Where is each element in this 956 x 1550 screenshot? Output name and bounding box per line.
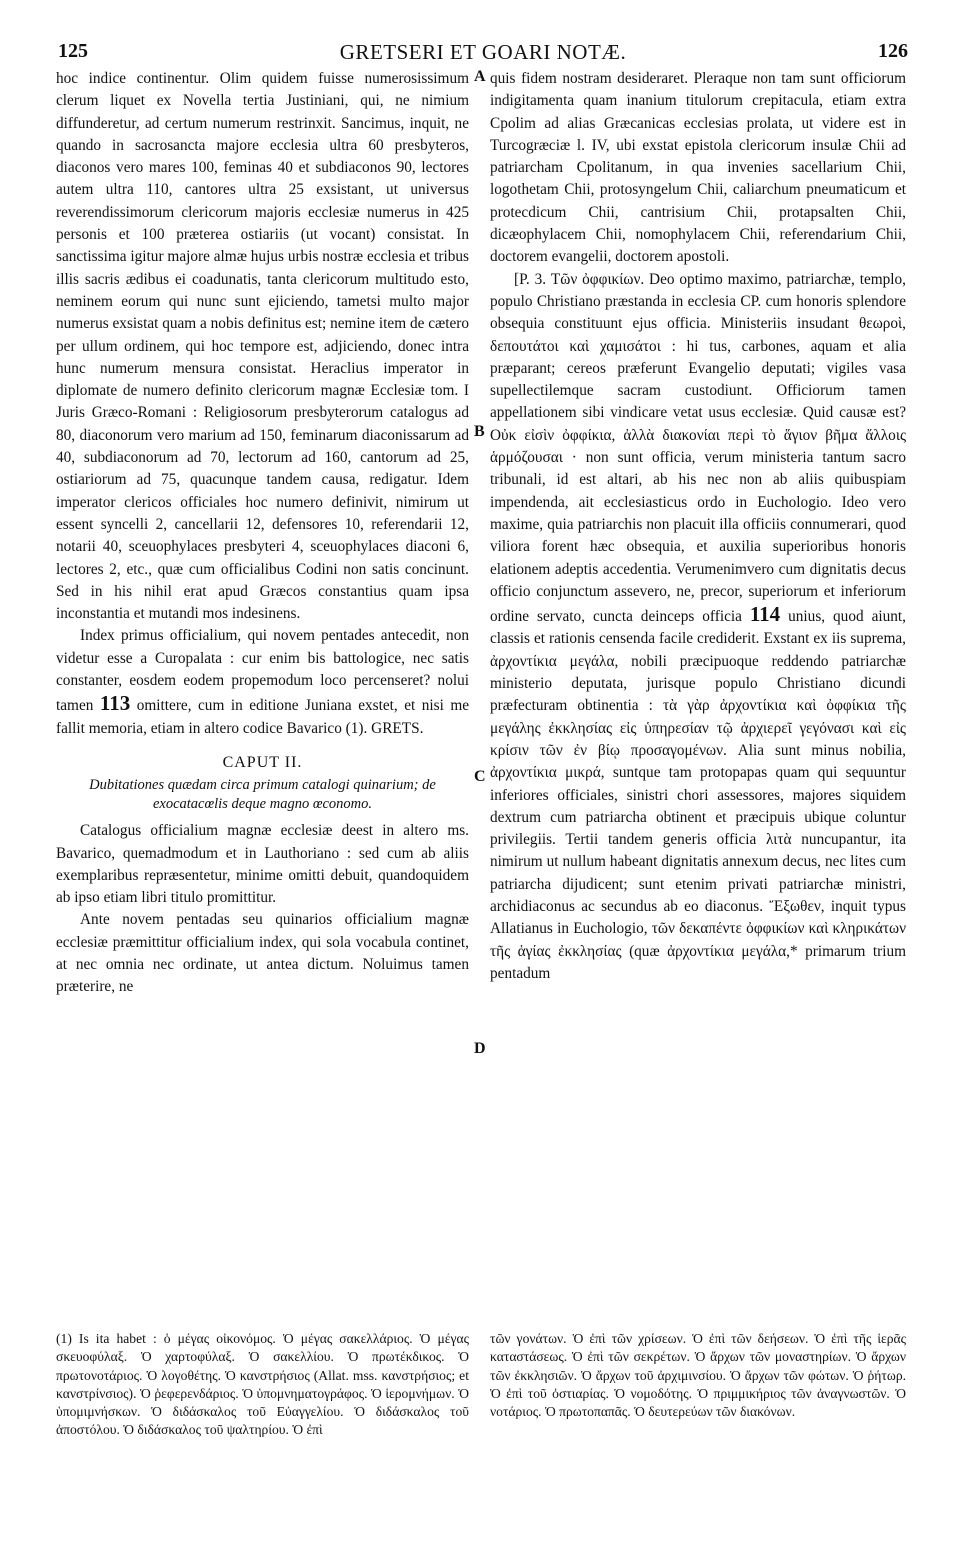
footnote-1-continued: τῶν γονάτων. Ὁ ἐπὶ τῶν χρίσεων. Ὁ ἐπὶ τῶν δεήσεων. Ὁ ἐπὶ τῆς ἱερᾶς καταστάσεως. Ὁ ἐπὶ τῶν σεκρέτων. Ὁ ἄρχων τῶν μοναστηρίων. Ὁ ἄρχων τῶν ἐκκλησιῶν. Ὁ ἄρχων τοῦ ἀρχιμινσίου. Ὁ ἄρχων τῶν φώτων. Ὁ ῥήτωρ. Ὁ ἐπὶ τοῦ ὀστιαρίας. Ὁ νομοδότης. Ὁ πριμμικήριος τῶν ἀναγνωστῶν. Ὁ νοτάριος. Ὁ πρωτοπαπᾶς. Ὁ δευτερεύων τῶν διακόνων. xyxy=(490,1331,906,1420)
section-marker-a: A xyxy=(474,68,486,85)
section-marker-b: B xyxy=(474,423,485,440)
page-number-right: 126 xyxy=(878,40,908,62)
running-title: GRETSERI ET GOARI NOTÆ. xyxy=(339,40,627,64)
marginal-number-114: 114 xyxy=(749,602,781,627)
left-paragraph-4: Ante novem pentadas seu quinarios officialium magnæ ecclesiæ præmittitur officialium index, qui sola vocabula continet, at nec omnia nec ordinate, ut antea dictum. Noluimus tamen præterire, ne xyxy=(56,911,469,996)
section-marker-d: D xyxy=(474,1040,486,1057)
right-column xyxy=(490,68,906,985)
left-column xyxy=(56,68,469,999)
footnote-left xyxy=(56,1330,469,1440)
chapter-heading: CAPUT II. xyxy=(222,753,303,771)
right-paragraph-2-tail: unius, quod aiunt, classis et rationis censenda facile crediderit. Exstant ex iis suprema, ἀρχοντίκια μεγάλα, nobili præcipuoque reddendo patriarchæ ministerio deputata, jurisque populo Christiano dicundi præfecturam obtinentia : τὰ γὰρ ἀρχοντίκια καὶ ὀφφίκια τῆς μεγάλης ἐκκλησίας εἰς ὑπηρεσίαν τῷ ἀρχιερεῖ γεγόνασι καὶ εἰς κρίσιν τῶν ἐν βίῳ προσαγομένων. Alia sunt minus nobilia, ἀρχοντίκια μικρά, suntque tam protopapas quam qui sequuntur inferiores officiales, sinistri chori assessores, majores siquidem dextrum cum patriarcha obtinent et præcipuis ubique coluntur privilegiis. Tertii tandem generis officia λιτὰ nuncupantur, ita nimirum ut nullum habeant dignitatis annexum decus, nec lites cum patriarcha dijudicent; sunt etenim privati patriarchæ ministri, archidiaconus ac secundus ab eo diaconus. Ἔξωθεν, inquit typus Allatianus in Euchologio, τῶν δεκαπέντε ὀφφικίων καὶ κληρικάτων τῆς ἁγίας ἐκκλησίας (quæ ἀρχοντίκια μεγάλα,* primarum trium pentadum xyxy=(490,608,906,982)
page-header xyxy=(58,40,908,68)
footnote-1-text: (1) Is ita habet : ὁ μέγας οἰκονόμος. Ὁ μέγας σακελλάριος. Ὁ μέγας σκευοφύλαξ. Ὁ χαρτοφύλαξ. Ὁ σακελλίου. Ὁ πρωτέκδικος. Ὁ πρωτονοτάριος. Ὁ λογοθέτης. Ὁ κανστρήσιος (Allat. mss. κανστρήσιος; et κανστρίνσιος). Ὁ ῥεφερενδάριος. Ὁ ὑπομνηματογράφος. Ὁ ἱερομνήμων. Ὁ ὑπομιμνήσκων. Ὁ διδάσκαλος τοῦ Εὐαγγελίου. Ὁ διδάσκαλος τοῦ ἀποστόλου. Ὁ διδάσκαλος τοῦ ψαλτηρίου. Ὁ ἐπὶ xyxy=(56,1331,469,1438)
right-paragraph-2-lead: [P. 3. Τῶν ὀφφικίων. Deo optimo maximo, patriarchæ, templo, populo Christiano præstanda in ecclesia CP. cum honoris splendore obsequia constituunt ejus officia. Ministeriis insudant θεωροὶ, δεπουτάτοι καὶ χαμισάτοι : hi tus, carbones, aquam et alia præparant; cereos præferunt Evangelio deputati; vigiles vasa supellectilemque sacram custodiunt. Officiorum tamen appellationem sibi vindicare vetat usus ecclesiæ. Quid causæ est? Οὐκ εἰσὶν ὀφφίκια, ἀλλὰ διακονίαι περὶ τὸ ἅγιον βῆμα ἄλλοις ἁρμόζουσαι · non sunt officia, verum ministeria tantum sacro tribunali, id est altari, ab his nec non ab aliis quibuspiam impendenda, ait ecclesiasticus ordo in Euchologio. Ideo vero maxime, quia patriarchis non placuit illa officiis connumerari, quod viliora forent hæc obsequia, et auxilia superioribus honoris elationem adeptis accedentia. Verumenimvero cum dignitatis decus officio conjunctum assevero, ne, precor, superiorum et inferiorum ordine servato, cuncta deinceps officia xyxy=(490,270,906,626)
left-paragraph-2-lead: Index primus officialium, qui novem pentades antecedit, non videtur esse a Curopalata : cur enim bis battologice, nec satis constanter, eosdem eodem propemodum loco percenseret? nolui tamen xyxy=(56,627,469,715)
left-paragraph-1: hoc indice continentur. Olim quidem fuisse numerosissimum clerum liquet ex Novella tertia Justiniani, qui, ne nimium diffunderetur, ad certum numerum restrinxit. Sancimus, inquit, ne quando in sacrosancta majore ecclesia ultra 60 presbyteros, diaconos vero mares 100, feminas 40 et subdiaconos 90, lectores autem ultra 110, cantores ultra 25 exsistant, ut universus reverendissimorum clericorum majoris ecclesiæ numerus in 425 personis et 100 præterea ostiariis (ut vocant) consistat. In sanctissima igitur majore almæ hujus urbis nostræ ecclesia et tribus illis sacris ædibus ei coadunatis, tanta clericorum multitudo esto, neminem eorum qui nunc sunt ejiciendo, tametsi multo major numerus exsistat quam a nobis definitus est; nemine item de cætero per ullum ordinem, qui hoc tempore est, adjiciendo, donec intra hunc numerum mensura consistat. Heraclius imperator in diplomate de numero definito clericorum magnæ Ecclesiæ tom. I Juris Græco-Romani : Religiosorum presbyterorum catalogus ad 80, diaconorum vero marium ad 150, feminarum diaconissarum ad 40, subdiaconorum ad 70, lectorum ad 160, cantorum ad 25, ostiariorum ad 75, quacunque tandem causa, redigatur. Idem imperator clericos officiales hoc numero definivit, nimirum ut essent syncelli 2, cancellarii 12, defensores 10, referendarii 12, notarii 40, sceuophylaces presbyteri 4, sceuophylaces diaconi 6, lectores 2, etc., quæ cum officialibus Codini non satis concinunt. Sed in his nihil erat apud Græcos constantius quam ipsa inconstantia et mutandi mos indesinens. xyxy=(56,70,469,623)
page-number-left: 125 xyxy=(58,40,88,62)
footnote-right xyxy=(490,1330,906,1421)
left-paragraph-2 xyxy=(56,625,469,739)
left-paragraph-3: Catalogus officialium magnæ ecclesiæ deest in altero ms. Bavarico, quemadmodum et in Lauthoriano : sed cum ab aliis exemplaribus repræsentetur, minime omitti debuit, quandoquidem ab ipso etiam libri titulo promittitur. xyxy=(56,822,469,907)
right-paragraph-2 xyxy=(490,269,906,986)
chapter-subtitle: Dubitationes quædam circa primum catalogi quinarium; de exocatacœlis deque magno œconomo. xyxy=(89,777,436,813)
marginal-number-113: 113 xyxy=(99,691,131,716)
section-marker-c: C xyxy=(474,768,486,785)
right-paragraph-1: quis fidem nostram desideraret. Pleraque non tam sunt officiorum indigitamenta quam inanium titulorum crepitacula, etiam extra Cpolim ad alias Græcanicas ecclesias prolata, ut videre est in Turcogræciæ l. IV, ubi exstat epistola clericorum insulæ Chii ad patriarcham Cpolitanum, in qua invenies sacellarium Chii, logothetam Chii, protosyngelum Chii, caliarchum pneumaticum et protecdicum Chii, cantrisium Chii, protapsalten Chii, dicæophylacem Chii, nomophylacem Chii, referendarium Chii, doctorem evangelii, doctorem apostoli. xyxy=(490,70,906,266)
left-paragraph-2-tail: omittere, cum in editione Juniana exstet, et nisi me fallit memoria, etiam in altero codice Bavarico (1). GRETS. xyxy=(56,697,470,737)
